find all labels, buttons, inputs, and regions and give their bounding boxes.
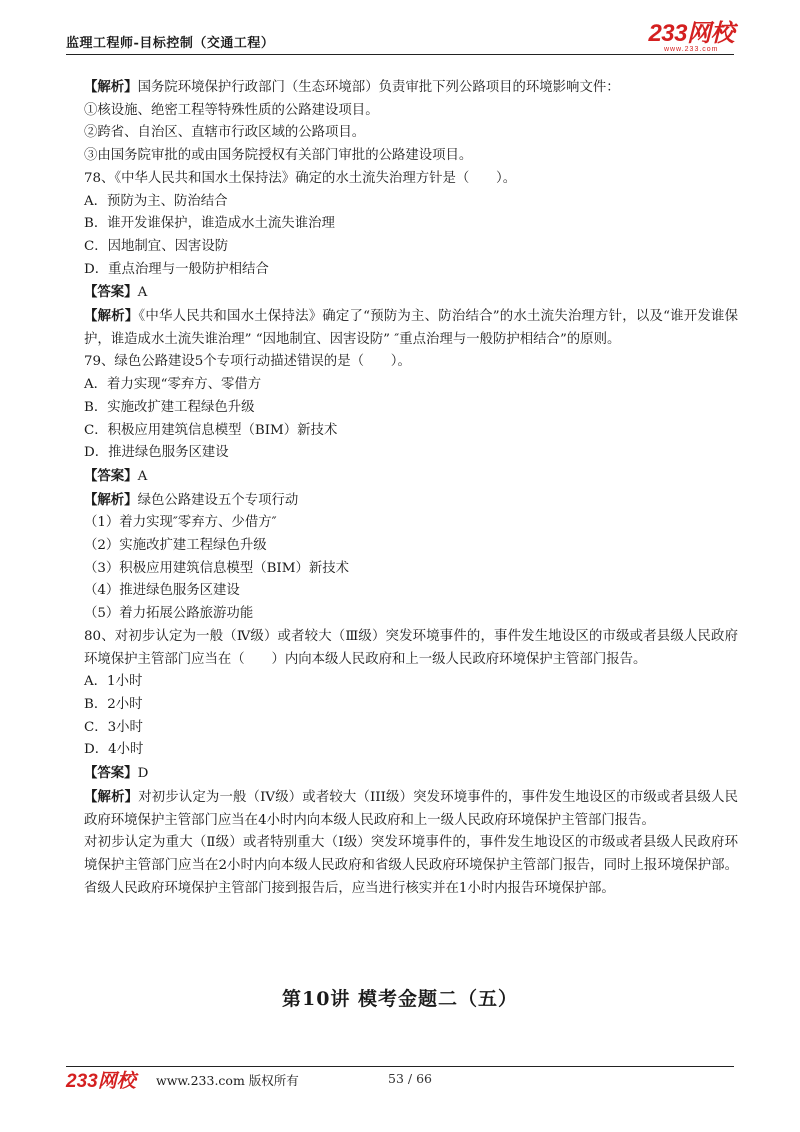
list-item: （4）推进绿色服务区建设	[84, 583, 240, 599]
footer-logo: 233网校	[66, 1071, 136, 1092]
answer-label: 【答案】	[84, 284, 138, 301]
q80-explanation-2: 对初步认定为重大（Ⅱ级）或者特别重大（I级）突发环境事件的，事件发生地设区的市级或者县级人民政府环境保护主管部门应当在2小时内向本级人民政府和省级人民政府环境保护主管部门报告，同时上报环境保护部。省级人民政府环境保护主管部门接到报告后，应当进行核实并在1小时内报告环境保护部。	[84, 835, 738, 896]
q78-answer	[66, 281, 738, 305]
q78-explanation	[66, 305, 738, 351]
list-item: ②跨省、自治区、直辖市行政区域的公路项目。	[84, 125, 366, 141]
document-title: 监理工程师-目标控制（交通工程）	[66, 36, 275, 51]
q80-option-c: C．3小时	[84, 719, 143, 735]
explanation-label: 【解析】	[84, 788, 139, 805]
q79-option-d: D．推进绿色服务区建设	[84, 445, 229, 461]
footer-copyright: www.233.com 版权所有	[156, 1073, 299, 1088]
q78-option-c: C．因地制宜、因害设防	[84, 238, 229, 254]
q79-option-a: A．着力实现“零弃方、零借方	[84, 377, 262, 393]
explanation-label: 【解析】	[84, 491, 138, 508]
answer-label: 【答案】	[84, 765, 138, 782]
explanation-label: 【解析】	[84, 308, 139, 325]
list-item: （2）实施改扩建工程绿色升级	[84, 538, 267, 554]
header-divider	[66, 54, 734, 55]
logo-text: 233网校	[648, 20, 734, 47]
q80-explanation	[66, 786, 738, 832]
page-number: 53 / 66	[388, 1071, 432, 1086]
q79-option-b: B．实施改扩建工程绿色升级	[84, 399, 255, 415]
page-footer	[66, 1068, 734, 1092]
brand-logo	[648, 22, 734, 54]
list-item: （1）着力实现″零弃方、少借方″	[84, 515, 277, 531]
q78-option-b: B．谁开发谁保护，谁造成水土流失谁治理	[84, 216, 335, 232]
explanation-text: 对初步认定为一般（IV级）或者较大（III级）突发环境事件的，事件发生地设区的市级或者县级人民政府环境保护主管部门应当在4小时内向本级人民政府和上一级人民政府环境保护主管部门报告。	[84, 789, 739, 828]
q79-answer	[66, 465, 738, 489]
explanation-text: 国务院环境保护行政部门（生态环境部）负责审批下列公路项目的环境影响文件：	[137, 80, 620, 95]
q80-option-d: D．4小时	[84, 742, 144, 758]
answer-value: A	[137, 468, 148, 484]
footer-divider	[66, 1066, 734, 1067]
q79-option-c: C．积极应用建筑信息模型（BIM）新技术	[84, 422, 338, 438]
q80-option-a: A．1小时	[84, 674, 143, 690]
q77-explanation	[66, 76, 738, 100]
lecture-title: 第10讲 模考金题二（五）	[281, 988, 519, 1010]
explanation-label: 【解析】	[84, 79, 138, 95]
q80-answer	[66, 762, 738, 786]
q80-option-b: B．2小时	[84, 696, 143, 712]
list-item: （3）积极应用建筑信息模型（BIM）新技术	[84, 560, 349, 576]
q79-stem: 79、绿色公路建设5个专项行动描述错误的是（ ）。	[84, 354, 411, 370]
list-item: ①核设施、绝密工程等特殊性质的公路建设项目。	[84, 102, 379, 118]
q78-stem: 78、《中华人民共和国水土保持法》确定的水土流失治理方针是（ ）。	[84, 170, 517, 186]
q78-option-d: D．重点治理与一般防护相结合	[84, 261, 269, 277]
page-body	[66, 76, 738, 900]
list-item: （5）着力拓展公路旅游功能	[84, 606, 254, 622]
answer-value: A	[137, 285, 148, 301]
q78-option-a: A．预防为主、防治结合	[84, 193, 228, 209]
explanation-text: 绿色公路建设五个专项行动	[137, 492, 299, 508]
q79-explanation	[66, 489, 738, 513]
logo-url: www.233.com	[663, 46, 719, 53]
explanation-text: 《中华人民共和国水土保持法》确定了“预防为主、防治结合”的水土流失治理方针，以及“谁开发谁保护，谁造成水土流失谁治理” “因地制宜、因害设防” ″重点治理与一般防护相结合”的原则。	[84, 309, 738, 347]
answer-value: D	[137, 766, 149, 782]
answer-label: 【答案】	[84, 467, 138, 484]
list-item: ③由国务院审批的或由国务院授权有关部门审批的公路建设项目。	[84, 148, 473, 164]
q80-stem: 80、对初步认定为一般（Ⅳ级）或者较大（Ⅲ级）突发环境事件的，事件发生地设区的市级或者县级人民政府环境保护主管部门应当在（ ）内向本级人民政府和上一级人民政府环境保护主管部门报告。	[84, 628, 738, 667]
